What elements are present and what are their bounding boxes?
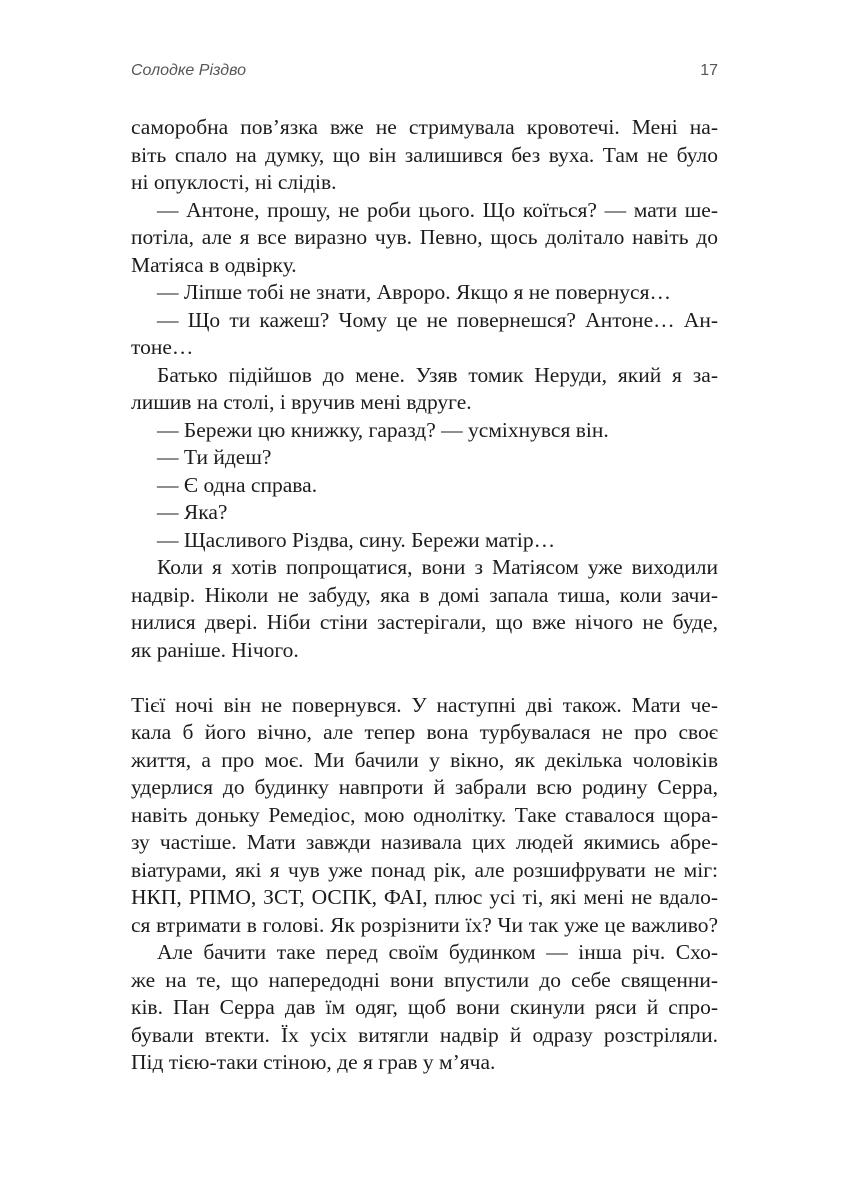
text-line: лишив на столі, і вручив мені вдруге.: [131, 390, 472, 414]
text-line: — Є одна справа.: [157, 472, 318, 497]
text-line: життя, а про моє. Ми бачили у вікно, як декілька чоловіків: [131, 747, 718, 772]
text-line: віатурами, які я чув уже понад рік, але розшифрувати не міг:: [131, 857, 718, 882]
text-line: Під тією-таки стіною, де я грав у м’яча.: [131, 1050, 496, 1074]
text-line: потіла, але я все виразно чув. Певно, щось долітало навіть до: [131, 225, 718, 249]
text-line: — Антоне, прошу, не роби цього. Що коїться? — мати ше-: [157, 197, 718, 222]
text-line: — Яка?: [157, 500, 228, 524]
running-header: [131, 62, 718, 86]
text-line: Батько підійшов до мене. Узяв томик Неруди, який я за-: [157, 362, 718, 387]
text-line: навіть доньку Ремедіос, мою однолітку. Таке ставалося щора-: [131, 802, 718, 827]
text-line: як раніше. Нічого.: [131, 637, 299, 662]
text-line: — Ліпше тобі не знати, Авроро. Якщо я не повернуся…: [157, 280, 671, 304]
text-line: — Що ти кажеш? Чому це не повернешся? Антоне… Ан-: [157, 307, 718, 332]
text-line: — Бережи цю книжку, гаразд? — усміхнувся він.: [157, 417, 609, 442]
body-text: [131, 114, 718, 1077]
text-line: ся втримати в голові. Як розрізнити їх? Чи так уже це важливо?: [131, 912, 718, 937]
text-line: ні опуклості, ні слідів.: [131, 170, 337, 194]
text-line: тоне…: [131, 335, 194, 359]
text-line: нилися двері. Ніби стіни застерігали, що вже нічого не буде,: [131, 610, 718, 634]
page-number: 17: [700, 62, 718, 79]
text-line: удерлися до будинку навпроти й забрали всю родину Серра,: [131, 775, 718, 799]
text-line: Але бачити таке перед своїм будинком — інша річ. Схо-: [157, 940, 718, 964]
text-line: же на те, що напередодні вони впустили до себе священни-: [131, 967, 718, 992]
text-line: — Ти йдеш?: [157, 445, 272, 469]
text-line: Коли я хотів попрощатися, вони з Матіясом уже виходили: [157, 555, 718, 579]
text-line: НКП, РПМО, ЗСТ, ОСПК, ФАІ, плюс усі ті, які мені не вдало-: [131, 885, 718, 909]
text-line: віть спало на думку, що він залишився без вуха. Там не було: [131, 142, 718, 167]
text-line: — Щасливого Різдва, сину. Бережи матір…: [157, 527, 556, 552]
text-line: Матіяса в одвірку.: [131, 252, 297, 277]
text-line: кала б його вічно, але тепер вона турбувалася не про своє: [131, 720, 718, 744]
section-break: [131, 664, 718, 692]
book-title: Солодке Різдво: [131, 62, 246, 79]
text-line: Тієї ночі він не повернувся. У наступні дві також. Мати че-: [131, 692, 718, 717]
text-line: бували втекти. Їх усіх витягли надвір й одразу розстріляли.: [131, 1022, 718, 1047]
text-line: надвір. Ніколи не забуду, яка в домі запала тиша, коли зачи-: [131, 582, 718, 607]
text-line: ків. Пан Серра дав їм одяг, щоб вони скинули ряси й спро-: [131, 995, 718, 1019]
text-line: зу частіше. Мати завжди називала цих людей якимись абре-: [131, 830, 718, 854]
text-line: саморобна пов’язка вже не стримувала кровотечі. Мені на-: [131, 115, 718, 139]
